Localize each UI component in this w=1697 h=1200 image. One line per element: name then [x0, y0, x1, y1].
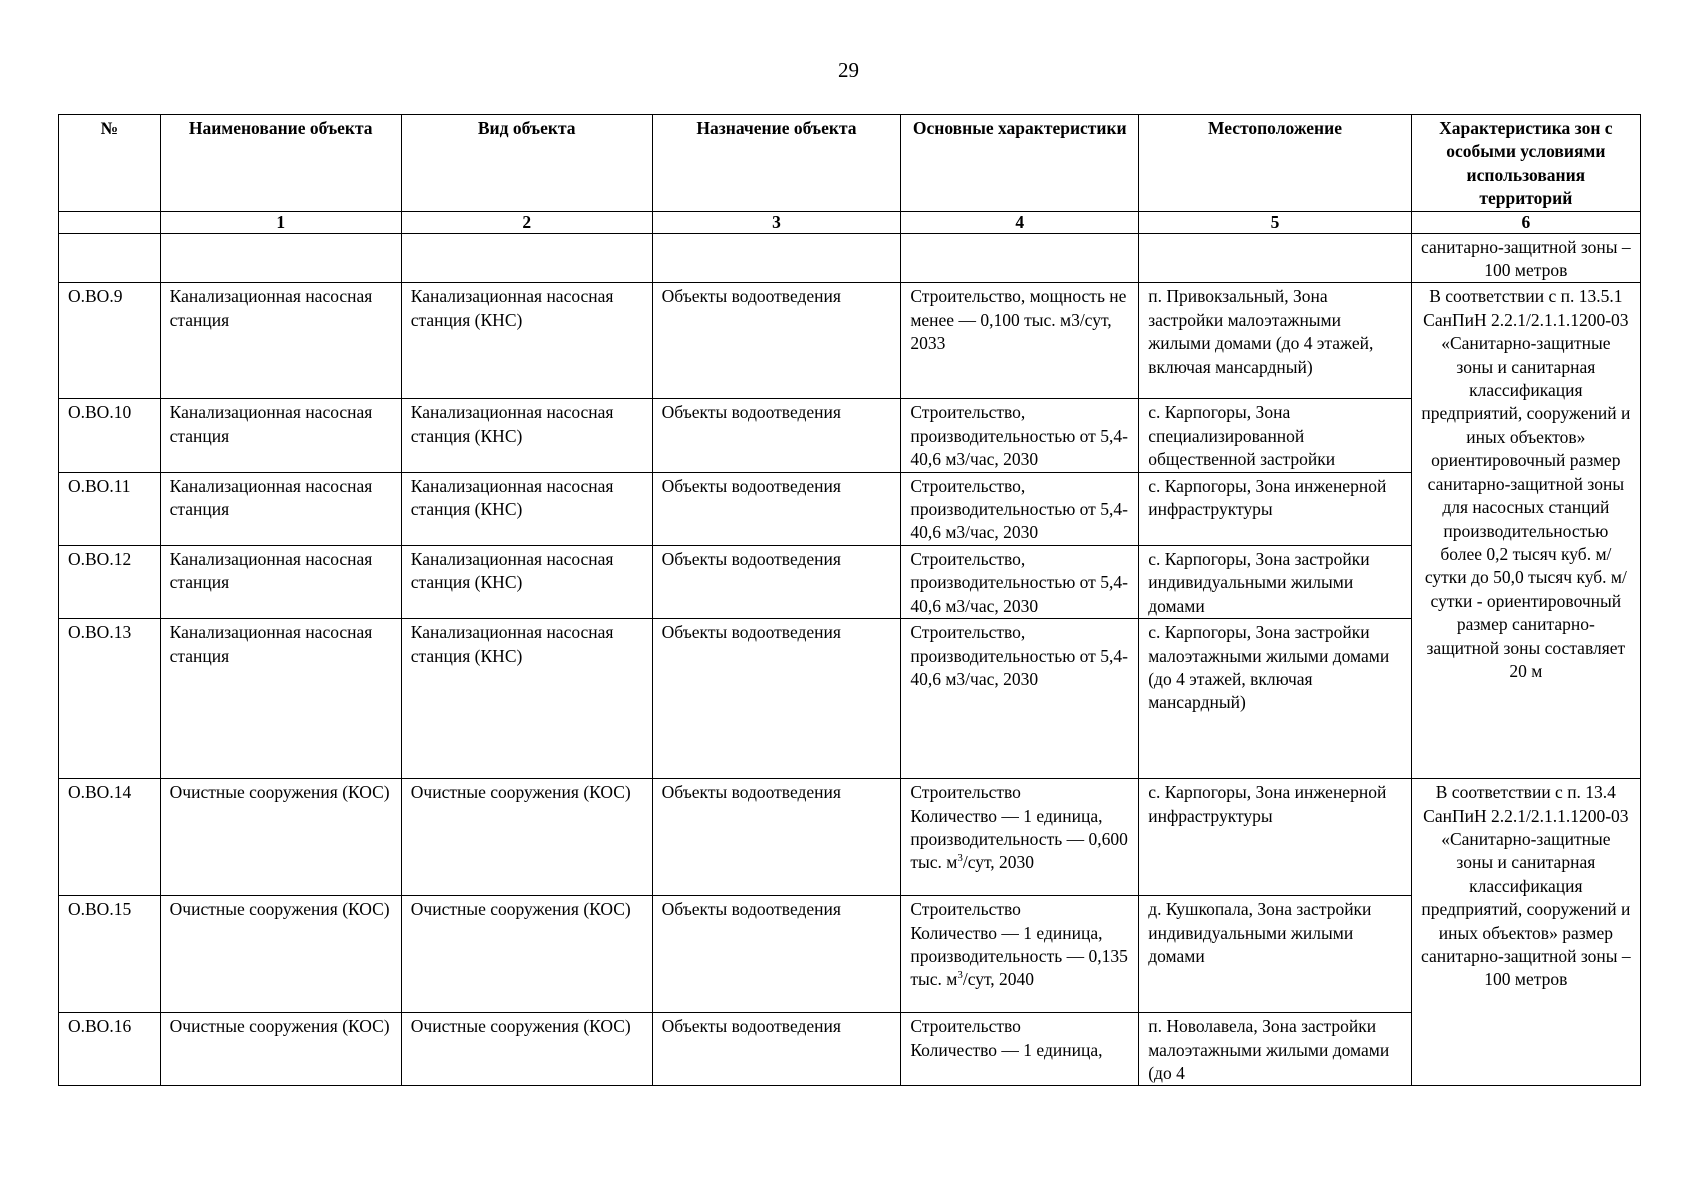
- row-name: Канализационная насосная станция: [160, 472, 401, 545]
- header-type: Вид объекта: [401, 115, 652, 212]
- row-name: Канализационная насосная станция: [160, 619, 401, 779]
- column-number: 4: [901, 211, 1139, 233]
- row-id: О.ВО.12: [59, 545, 161, 618]
- objects-table: [58, 114, 1641, 1086]
- row-type: Канализационная насосная станция (КНС): [401, 472, 652, 545]
- page-number: 29: [838, 58, 859, 82]
- characteristics-status: Строительство: [910, 1016, 1021, 1037]
- header-location: Местоположение: [1139, 115, 1411, 212]
- header-characteristics: Основные характеристики: [901, 115, 1139, 212]
- row-characteristics: Строительство, производительностью от 5,4-40,6 м3/час, 2030: [901, 399, 1139, 472]
- row-id: О.ВО.10: [59, 399, 161, 472]
- row-location: с. Карпогоры, Зона инженерной инфраструктуры: [1139, 779, 1411, 896]
- table-row: [59, 1013, 1641, 1086]
- header-zones: Характеристика зон с особыми условиями использования территорий: [1411, 115, 1640, 212]
- row-characteristics: [901, 896, 1139, 1013]
- row-location: с. Карпогоры, Зона застройки малоэтажными жилыми домами (до 4 этажей, включая мансардный): [1139, 619, 1411, 779]
- header-name: Наименование объекта: [160, 115, 401, 212]
- row-location: с. Карпогоры, Зона инженерной инфраструктуры: [1139, 472, 1411, 545]
- superscript: 3: [957, 969, 963, 982]
- row-name: Канализационная насосная станция: [160, 399, 401, 472]
- row-type: Канализационная насосная станция (КНС): [401, 619, 652, 779]
- row-type: Очистные сооружения (КОС): [401, 779, 652, 896]
- row-purpose: Объекты водоотведения: [652, 1013, 901, 1086]
- table-row: [59, 619, 1641, 779]
- table-row: [59, 472, 1641, 545]
- column-number: 1: [160, 211, 401, 233]
- row-location: п. Новолавела, Зона застройки малоэтажными жилыми домами (до 4: [1139, 1013, 1411, 1086]
- row-location: с. Карпогоры, Зона застройки индивидуальными жилыми домами: [1139, 545, 1411, 618]
- table-row: [59, 545, 1641, 618]
- row-characteristics: [901, 1013, 1139, 1086]
- row-type: Канализационная насосная станция (КНС): [401, 399, 652, 472]
- row-id: О.ВО.13: [59, 619, 161, 779]
- continuation-row: [59, 233, 1641, 283]
- row-type: Канализационная насосная станция (КНС): [401, 283, 652, 399]
- row-purpose: Объекты водоотведения: [652, 896, 901, 1013]
- table-row: [59, 399, 1641, 472]
- header-row: [59, 115, 1641, 212]
- row-name: Очистные сооружения (КОС): [160, 1013, 401, 1086]
- row-purpose: Объекты водоотведения: [652, 283, 901, 399]
- continued-zone-text: санитарно-защитной зоны – 100 метров: [1411, 233, 1640, 283]
- column-number: 6: [1411, 211, 1640, 233]
- row-purpose: Объекты водоотведения: [652, 399, 901, 472]
- row-name: Канализационная насосная станция: [160, 283, 401, 399]
- characteristics-detail: Количество — 1 единица, производительность — 0,600 тыс. м: [910, 805, 1128, 873]
- header-purpose: Назначение объекта: [652, 115, 901, 212]
- column-number: 3: [652, 211, 901, 233]
- zone-kos: В соответствии с п. 13.4 СанПиН 2.2.1/2.1.1.1200-03 «Санитарно-защитные зоны и санитарная классификация предприятий, сооружений и иных объектов» размер санитарно-защитной зоны – 100 метров: [1411, 779, 1640, 1086]
- row-type: Очистные сооружения (КОС): [401, 1013, 652, 1086]
- table-row: [59, 779, 1641, 896]
- zone-kns: В соответствии с п. 13.5.1 СанПиН 2.2.1/2.1.1.1200-03 «Санитарно-защитные зоны и санитарная классификация предприятий, сооружений и иных объектов» ориентировочный размер санитарно-защитной зоны для насосных станций производительностью более 0,2 тысяч куб. м/сутки до 50,0 тысяч куб. м/сутки - ориентировочный размер санитарно-защитной зоны составляет 20 м: [1411, 283, 1640, 779]
- header-number: №: [59, 115, 161, 212]
- column-number: 2: [401, 211, 652, 233]
- characteristics-status: Строительство: [910, 899, 1021, 920]
- characteristics-detail: Количество — 1 единица,: [910, 1039, 1103, 1060]
- superscript: 3: [957, 852, 963, 865]
- row-name: Очистные сооружения (КОС): [160, 896, 401, 1013]
- row-id: О.ВО.16: [59, 1013, 161, 1086]
- table-row: [59, 896, 1641, 1013]
- row-characteristics: Строительство, производительностью от 5,4-40,6 м3/час, 2030: [901, 545, 1139, 618]
- row-type: Канализационная насосная станция (КНС): [401, 545, 652, 618]
- row-purpose: Объекты водоотведения: [652, 619, 901, 779]
- characteristics-unit: /сут, 2040: [962, 969, 1035, 990]
- table-row: [59, 283, 1641, 399]
- row-purpose: Объекты водоотведения: [652, 779, 901, 896]
- row-id: О.ВО.14: [59, 779, 161, 896]
- row-location: с. Карпогоры, Зона специализированной общественной застройки: [1139, 399, 1411, 472]
- column-number: 5: [1139, 211, 1411, 233]
- column-number: [59, 211, 161, 233]
- row-id: О.ВО.15: [59, 896, 161, 1013]
- row-type: Очистные сооружения (КОС): [401, 896, 652, 1013]
- row-location: п. Привокзальный, Зона застройки малоэтажными жилыми домами (до 4 этажей, включая мансардный): [1139, 283, 1411, 399]
- row-name: Очистные сооружения (КОС): [160, 779, 401, 896]
- characteristics-detail: Количество — 1 единица, производительность — 0,135 тыс. м: [910, 922, 1128, 990]
- characteristics-status: Строительство: [910, 782, 1021, 803]
- row-location: д. Кушкопала, Зона застройки индивидуальными жилыми домами: [1139, 896, 1411, 1013]
- row-name: Канализационная насосная станция: [160, 545, 401, 618]
- row-id: О.ВО.9: [59, 283, 161, 399]
- column-numbers-row: [59, 211, 1641, 233]
- row-characteristics: Строительство, производительностью от 5,4-40,6 м3/час, 2030: [901, 619, 1139, 779]
- characteristics-unit: /сут, 2030: [962, 852, 1035, 873]
- row-id: О.ВО.11: [59, 472, 161, 545]
- row-characteristics: Строительство, мощность не менее — 0,100 тыс. м3/сут, 2033: [901, 283, 1139, 399]
- row-characteristics: Строительство, производительностью от 5,4-40,6 м3/час, 2030: [901, 472, 1139, 545]
- row-purpose: Объекты водоотведения: [652, 472, 901, 545]
- row-purpose: Объекты водоотведения: [652, 545, 901, 618]
- row-characteristics: [901, 779, 1139, 896]
